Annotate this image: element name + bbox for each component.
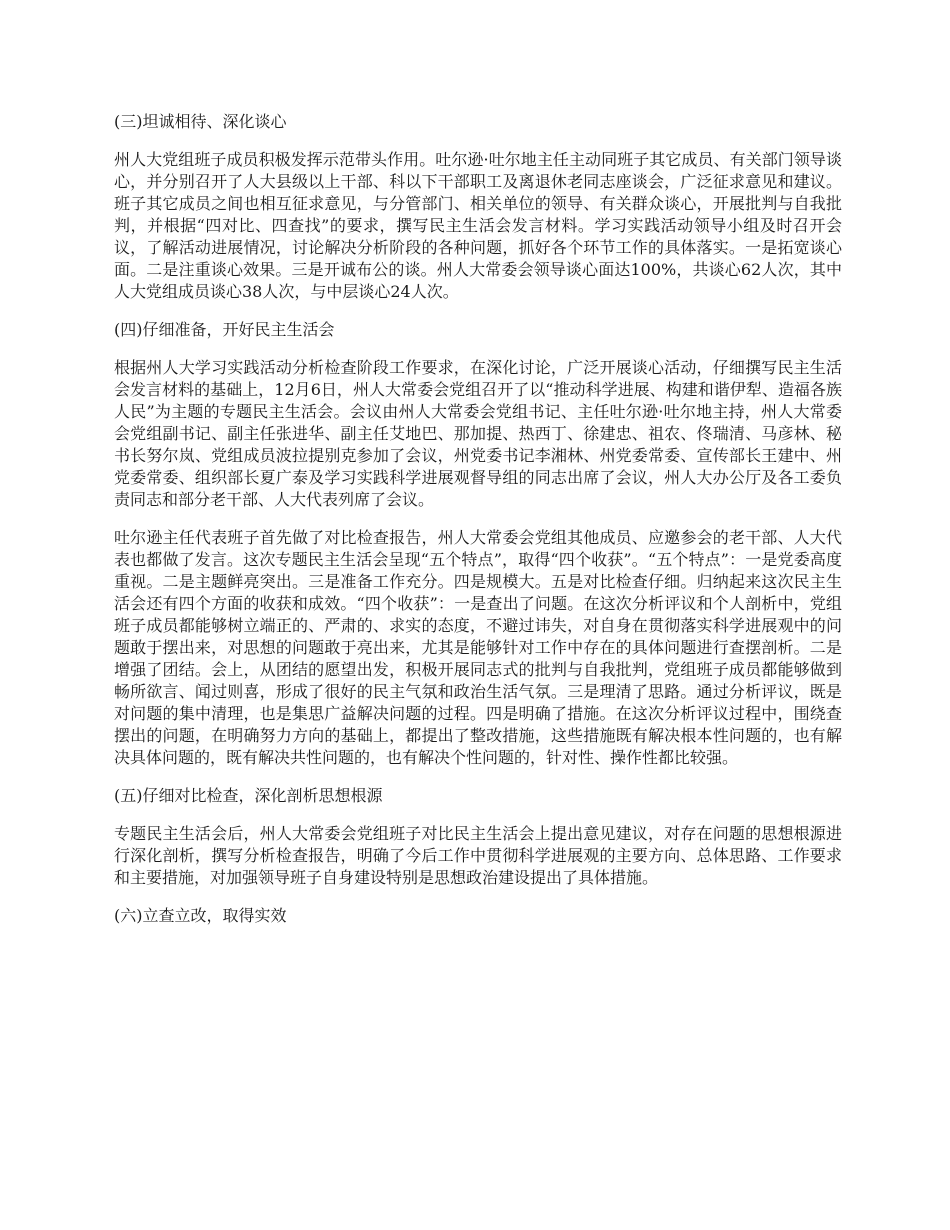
- paragraph: 根据州人大学习实践活动分析检查阶段工作要求，在深化讨论，广泛开展谈心活动，仔细撰写民主生活会发言材料的基础上，12月6日，州人大常委会党组召开了以“推动科学进展、构建和谐伊犁、造福各族人民”为主题的专题民主生活会。会议由州人大常委会党组书记、主任吐尔逊·吐尔地主持，州人大常委会党组副书记、副主任张进华、副主任艾地巴、那加提、热西丁、徐建忠、祖农、佟瑞清、马彦林、秘书长努尔岚、党组成员波拉提别克参加了会议，州党委书记李湘林、州党委常委、宣传部长王建中、州党委常委、组织部长夏广泰及学习实践科学进展观督导组的同志出席了会议，州人大办公厅及各工委负责同志和部分老干部、人大代表列席了会议。: [114, 358, 842, 509]
- paragraph: 吐尔逊主任代表班子首先做了对比检查报告，州人大常委会党组其他成员、应邀参会的老干部、人大代表也都做了发言。这次专题民主生活会呈现“五个特点”，取得“四个收获”。“五个特点”：一是党委高度重视。二是主题鲜亮突出。三是准备工作充分。四是规模大。五是对比检查仔细。归纳起来这次民主生活会还有四个方面的收获和成效。“四个收获”：一是查出了问题。在这次分析评议和个人剖析中，党组班子成员都能够树立端正的、严肃的、求实的态度，不避过讳失，对自身在贯彻落实科学进展观中的问题敢于摆出来，对思想的问题敢于亮出来，尤其是能够针对工作中存在的具体问题进行查摆剖析。二是增强了团结。会上，从团结的愿望出发，积极开展同志式的批判与自我批判，党组班子成员都能够做到畅所欲言、闻过则喜，形成了很好的民主气氛和政治生活气氛。三是理清了思路。通过分析评议，既是对问题的集中清理，也是集思广益解决问题的过程。四是明确了措施。在这次分析评议过程中，围绕查摆出的问题，在明确努力方向的基础上，都提出了整改措施，这些措施既有解决根本性问题的，也有解决具体问题的，既有解决共性问题的，也有解决个性问题的，针对性、操作性都比较强。: [114, 528, 842, 767]
- paragraph: 州人大党组班子成员积极发挥示范带头作用。吐尔逊·吐尔地主任主动同班子其它成员、有关部门领导谈心，并分别召开了人大县级以上干部、科以下干部职工及离退休老同志座谈会，广泛征求意见和建议。班子其它成员之间也相互征求意见，与分管部门、相关单位的领导、有关群众谈心，开展批判与自我批判，并根据“四对比、四查找”的要求，撰写民主生活会发言材料。学习实践活动领导小组及时召开会议，了解活动进展情况，讨论解决分析阶段的各种问题，抓好各个环节工作的具体落实。一是拓宽谈心面。二是注重谈心效果。三是开诚布公的谈。州人大常委会领导谈心面达100%，共谈心62人次，其中人大党组成员谈心38人次，与中层谈心24人次。: [114, 150, 842, 301]
- section-heading-4: (四)仔细准备，开好民主生活会: [114, 320, 335, 339]
- section-heading-5: (五)仔细对比检查，深化剖析思想根源: [114, 786, 383, 805]
- document-page: [114, 111, 842, 943]
- section-heading-6: (六)立查立改，取得实效: [114, 906, 287, 925]
- paragraph: 专题民主生活会后，州人大常委会党组班子对比民主生活会上提出意见建议，对存在问题的思想根源进行深化剖析，撰写分析检查报告，明确了今后工作中贯彻科学进展观的主要方向、总体思路、工作要求和主要措施，对加强领导班子自身建设特别是思想政治建设提出了具体措施。: [114, 824, 842, 887]
- section-heading-3: (三)坦诚相待、深化谈心: [114, 112, 287, 131]
